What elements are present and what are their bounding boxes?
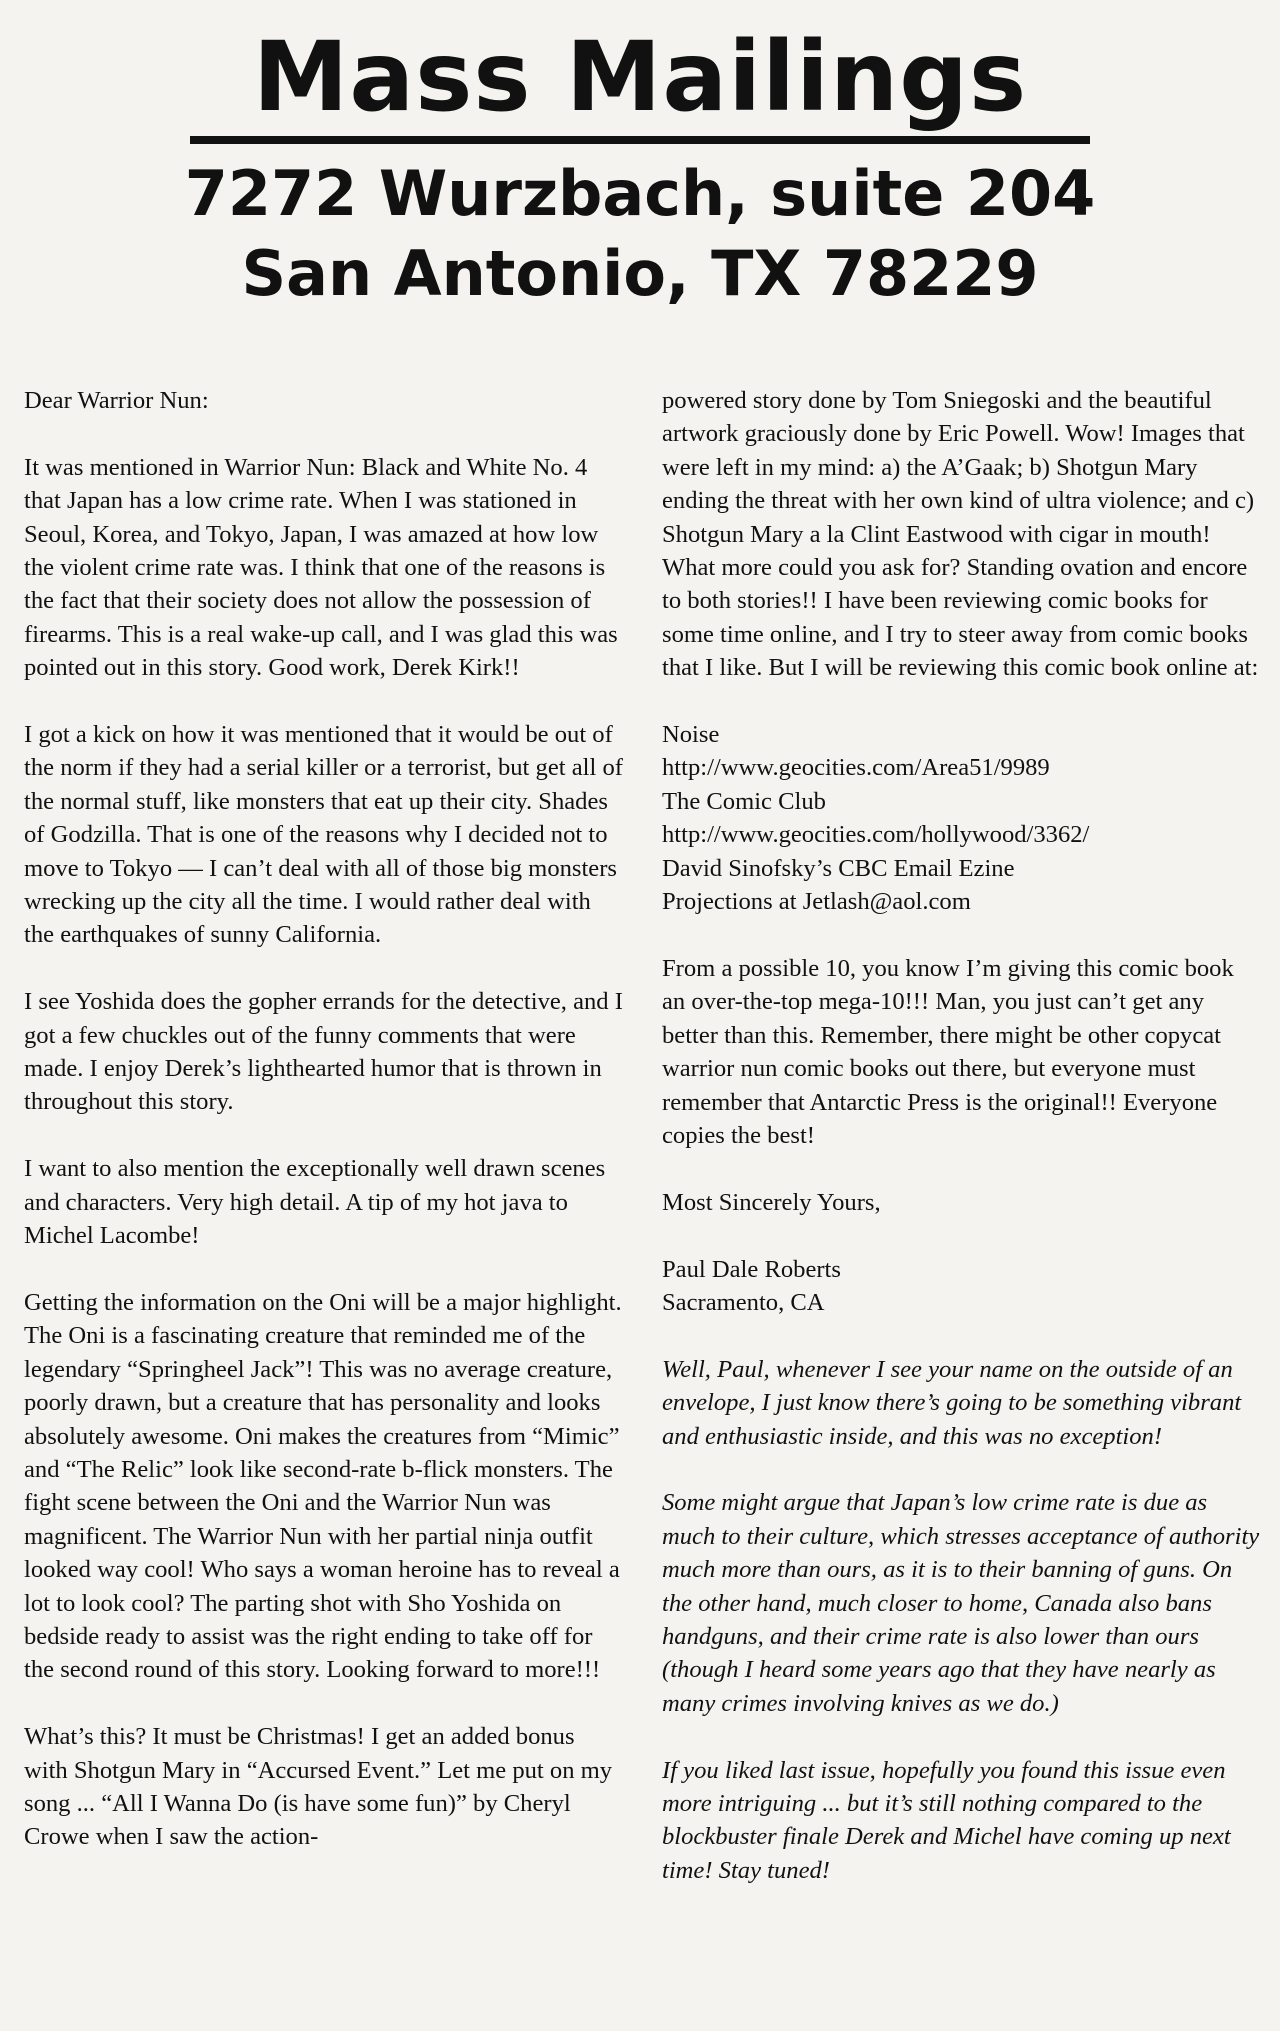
letter-paragraph-6: What’s this? It must be Christmas! I get an added bonus with Shotgun Mary in “Accursed Event.” Let me put on my song ... “All I Wanna Do (is have some fun)” by Cheryl Crowe when I saw the action- [24,1723,613,1851]
link-name-noise: Noise [662,721,720,749]
link-url-noise[interactable]: http://www.geocities.com/Area51/9989 [662,754,1050,782]
page-title: Mass Mailings [252,21,1028,133]
letter-paragraph-2: I got a kick on how it was mentioned that it would be out of the norm if they had a serial killer or a terrorist, but get all of the normal stuff, like monsters that eat up their city. Shades of Godzilla. That is one of the reasons why I decided not to move to Tokyo — I can’t deal with all of those big monsters wrecking up the city all the time. I would rather deal with the earthquakes of sunny California. [24,721,623,949]
title-underline [190,136,1090,144]
link-name-comic-club: The Comic Club [662,787,826,815]
link-projections-email[interactable]: Projections at Jetlash@aol.com [662,888,971,916]
reply-paragraph-3: If you liked last issue, hopefully you found this issue even more intriguing ... but it’s still nothing compared to the blockbuster finale Derek and Michel have coming up next time! Stay tuned! [662,1756,1231,1884]
editor-reply [662,1353,1262,1887]
masthead [0,22,1280,314]
signature-location: Sacramento, CA [662,1288,825,1316]
letter-paragraph-6-continued: powered story done by Tom Sniegoski and the beautiful artwork graciously done by Eric Powell. Wow! Images that were left in my mind: a) the A’Gaak; b) Shotgun Mary ending the threat with her own kind of ultra violence; and c) Shotgun Mary a la Clint Eastwood with cigar in mouth! What more could you ask for? Standing ovation and encore to both stories!! I have been reviewing comic books for some time online, and I try to steer away from comic books that I like. But I will be reviewing this comic book online at: [662,387,1259,682]
reply-paragraph-1: Well, Paul, whenever I see your name on the outside of an envelope, I just know there’s going to be something vibrant and enthusiastic inside, and this was no exception! [662,1355,1242,1450]
review-links [662,718,1262,918]
letter-paragraph-3: I see Yoshida does the gopher errands for the detective, and I got a few chuckles out of the funny comments that were made. I enjoy Derek’s lighthearted humor that is thrown in throughout this story. [24,988,623,1116]
letter-salutation: Dear Warrior Nun: [24,387,209,414]
letter-paragraph-5: Getting the information on the Oni will be a major highlight. The Oni is a fascinating creature that reminded me of the legendary “Springheel Jack”! This was no average creature, poorly drawn, but a creature that has personality and looks absolutely awesome. Oni makes the creatures from “Mimic” and “The Relic” look like second-rate b-flick monsters. The fight scene between the Oni and the Warrior Nun was magnificent. The Warrior Nun with her partial ninja outfit looked way cool! Who says a woman heroine has to reveal a lot to look cool? The parting shot with Sho Yoshida on bedside ready to assist was the right ending to take off for the second round of this story. Looking forward to more!!! [24,1288,622,1684]
letter-paragraph-7: From a possible 10, you know I’m giving this comic book an over-the-top mega-10!!! Man, you just can’t get any better than this. Remember, there might be other copycat warrior nun comic books out there, but everyone must remember that Antarctic Press is the original!! Everyone copies the best! [662,954,1234,1149]
letter-paragraph-1: It was mentioned in Warrior Nun: Black and White No. 4 that Japan has a low crime rate. When I was stationed in Seoul, Korea, and Tokyo, Japan, I was amazed at how low the violent crime rate was. I think that one of the reasons is the fact that their society does not allow the possession of firearms. This is a real wake-up call, and I was glad this was pointed out in this story. Good work, Derek Kirk!! [24,453,618,682]
link-name-cbc-ezine: David Sinofsky’s CBC Email Ezine [662,854,1015,882]
letter-paragraph-4: I want to also mention the exceptionally well drawn scenes and characters. Very high detail. A tip of my hot java to Michel Lacombe! [24,1155,606,1250]
signature-name: Paul Dale Roberts [662,1255,841,1283]
letter-closing: Most Sincerely Yours, [662,1188,881,1216]
address-line-1: 7272 Wurzbach, suite 204 [184,157,1096,230]
reply-paragraph-2: Some might argue that Japan’s low crime rate is due as much to their culture, which stresses acceptance of authority much more than ours, as it is to their banning of guns. On the other hand, much closer to home, Canada also bans handguns, and their crime rate is also lower than ours (though I heard some years ago that they have nearly as many crimes involving knives as we do.) [662,1489,1260,1717]
left-column [24,384,624,1887]
right-column [662,384,1262,1921]
address-line-2: San Antonio, TX 78229 [241,237,1039,310]
link-url-comic-club[interactable]: http://www.geocities.com/hollywood/3362/ [662,821,1090,849]
